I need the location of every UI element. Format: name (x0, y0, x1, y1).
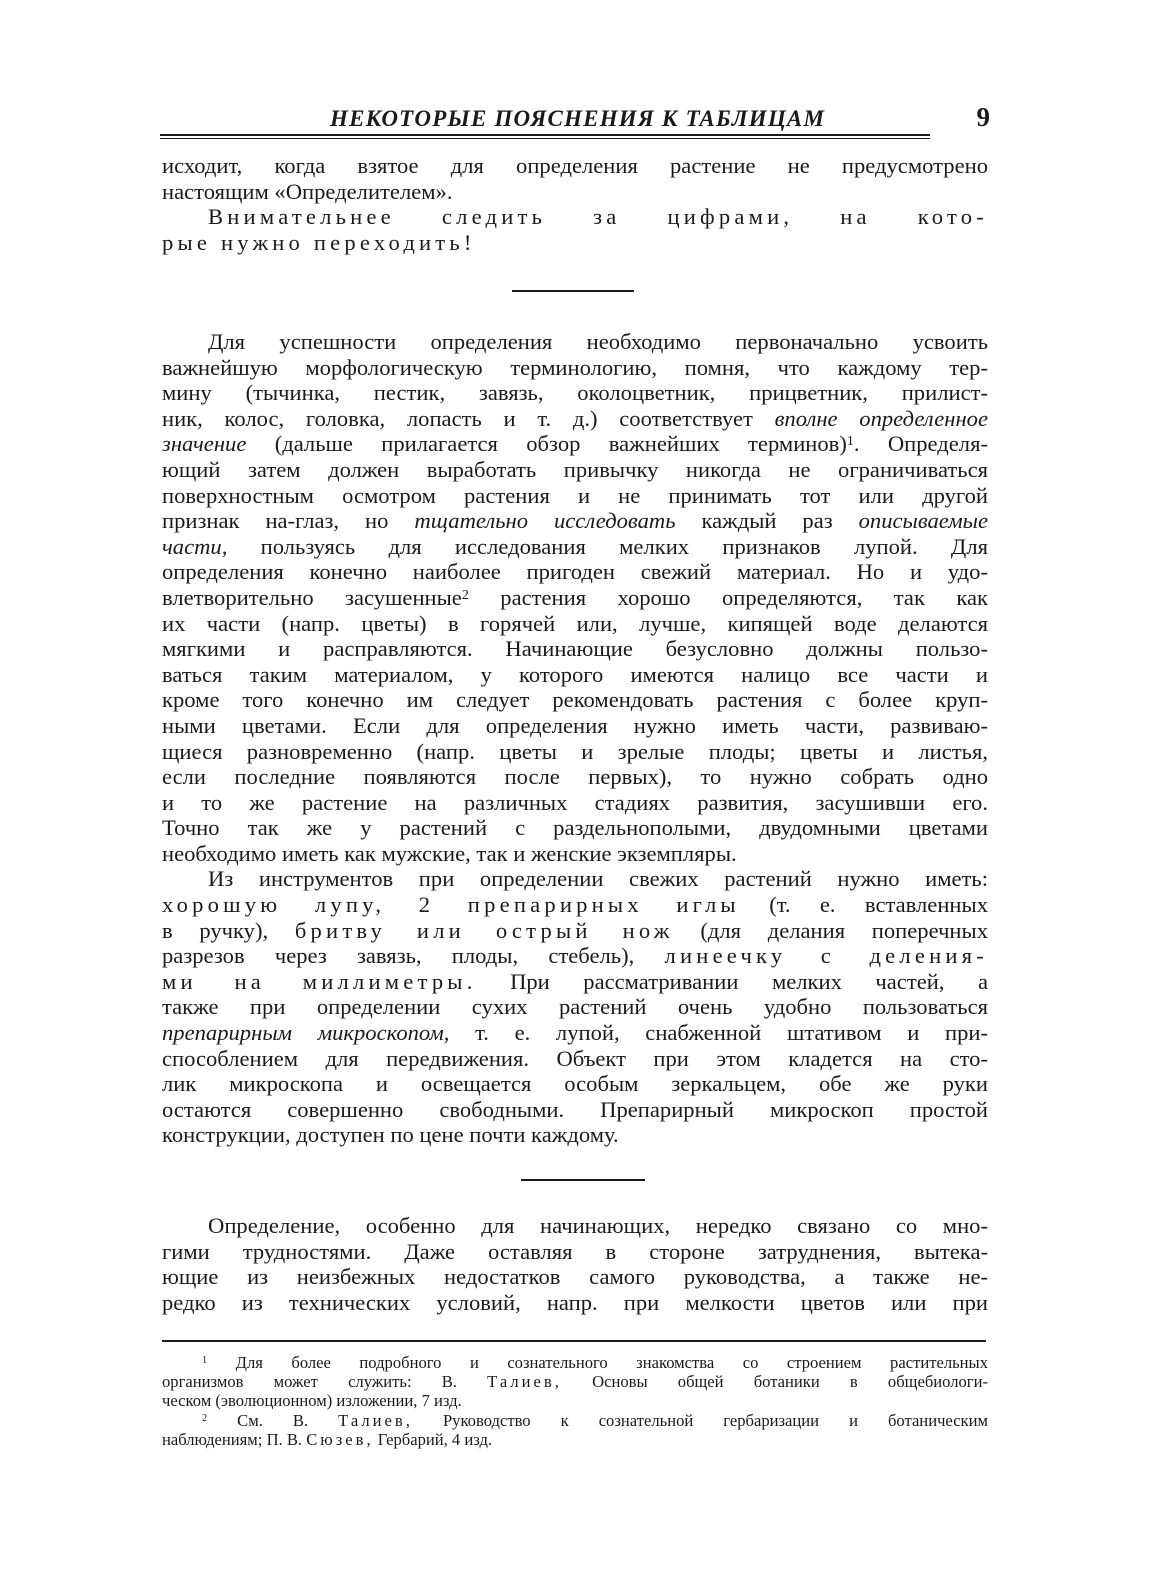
emphasis-line: Внимательнее следить за цифрами, на кото- (208, 204, 988, 230)
footnote-2: $^2$ См. В. Талиев, Руководство к сознательной гербаризации и ботаническим (202, 1410, 989, 1430)
running-header (160, 100, 1000, 140)
text-line: способлением для передвижения. Объект при этом кладется на сто- (162, 1045, 988, 1071)
text-line: гими трудностями. Даже оставляя в стороне затруднения, вытека- (162, 1238, 988, 1264)
text-line: мягкими и расправляются. Начинающие безусловно должны пользо- (162, 636, 988, 662)
page-number: 9 (976, 102, 990, 132)
text-line: ваться таким материалом, у которого имеются налицо все части и (162, 661, 988, 687)
running-title: НЕКОТОРЫЕ ПОЯСНЕНИЯ К ТАБЛИЦАМ (330, 106, 826, 131)
emphasis-line: рые нужно переходить! (162, 229, 476, 255)
italic-term: тщательно исследовать (414, 508, 676, 534)
text-line: Определение, особенно для начинающих, нередко связано со мно- (208, 1213, 988, 1238)
text-line: признак на-глаз, но тщательно исследовать каждый раз описываемые (162, 508, 989, 534)
text-line: кроме того конечно им следует рекомендовать растения с более круп- (162, 687, 988, 713)
section-separator (512, 290, 634, 292)
text-line: препарирным микроскопом, т. е. лупой, снабженной штативом и при- (162, 1020, 988, 1046)
text-line: Точно так же у растений с раздельнополыми, двудомными цветами (162, 815, 988, 841)
text-line: их части (напр. цветы) в горячей или, лучше, кипящей воде делаются (162, 610, 988, 636)
italic-term: части, (162, 533, 228, 559)
italic-term: вполне определенное (774, 405, 988, 431)
text-line: конструкции, доступен по цене почти каждому. (162, 1122, 619, 1148)
text-line: наблюдениям; П. В. Сюзев, Гербарий, 4 изд. (162, 1429, 493, 1449)
italic-term: препарирным микроскопом, (162, 1020, 450, 1046)
text-line: исходит, когда взятое для определения растение не предусмотрено (162, 153, 988, 178)
text-line: если последние появляются после первых), то нужно собрать одно (162, 764, 988, 790)
text-line: влетворительно засушенные$^2$ растения хорошо определяются, так как (162, 584, 988, 610)
footnote-1: $^1$ Для более подробного и сознательного знакомства со строением растительных (202, 1353, 988, 1372)
text-line: ми на миллиметры. При рассматривании мелких частей, а (162, 968, 989, 994)
footnote-ref-1[interactable]: 1 (846, 434, 854, 450)
paragraph-morphology (162, 329, 988, 1148)
text-line: мину (тычинка, пестик, завязь, околоцветник, прицветник, прилист- (162, 380, 988, 406)
text-line: также при определении сухих растений очень удобно пользоваться (162, 994, 988, 1020)
text-line: лик микроскопа и освещается особым зеркальцем, обе же руки (162, 1071, 988, 1097)
section-separator (521, 1179, 645, 1181)
text-line: Из инструментов при определении свежих растений нужно иметь: (208, 866, 988, 892)
text-line: остаются совершенно свободными. Препарирный микроскоп простой (162, 1096, 988, 1122)
italic-term: значение (162, 431, 247, 457)
text-line: в ручку), бритву или острый нож (для делания поперечных (162, 917, 988, 943)
text-line: редко из технических условий, напр. при мелкости цветов или при (162, 1289, 988, 1315)
text-line: важнейшую морфологическую терминологию, помня, что каждому тер- (162, 354, 988, 380)
footnote-rule (162, 1340, 986, 1342)
text-line: и то же растение на различных стадиях развития, засушивши его. (162, 789, 988, 815)
footnote-ref-2[interactable]: 2 (461, 587, 469, 603)
text-line: ческом (эволюционном) изложении, 7 изд. (162, 1391, 462, 1411)
text-line: ющие из неизбежных недостатков самого руководства, а также не- (162, 1264, 988, 1290)
italic-term: описываемые (858, 508, 989, 534)
text-line: части, пользуясь для исследования мелких признаков лупой. Для (162, 533, 988, 559)
text-line: настоящим «Определителем». (162, 178, 453, 204)
text-line: ными цветами. Если для определения нужно иметь части, развиваю- (162, 712, 988, 738)
text-line: организмов может служить: В. Талиев, Основы общей ботаники в общебиологи- (162, 1372, 989, 1392)
text-line: поверхностным осмотром растения и не принимать тот или другой (162, 482, 988, 508)
text-line: щиеся разновременно (напр. цветы и зрелые плоды; цветы и листья, (162, 738, 988, 764)
intro-paragraph (162, 153, 988, 255)
text-line: ющий затем должен выработать привычку никогда не ограничиваться (162, 456, 988, 482)
text-line: ник, колос, головка, лопасть и т. д.) соответствует вполне определенное (162, 405, 988, 431)
text-line: необходимо иметь как мужские, так и женские экземпляры. (162, 840, 737, 866)
text-line: Для успешности определения необходимо первоначально усвоить (208, 329, 988, 354)
text-line: разрезов через завязь, плоды, стебель), линеечку с деления- (162, 943, 988, 969)
text-line: определения конечно наиболее пригоден свежий материал. Но и удо- (162, 559, 988, 585)
paragraph-difficulties (162, 1213, 988, 1315)
header-rule (160, 134, 930, 139)
text-line: значение (дальше прилагается обзор важнейших терминов)$^1$. Определя- (162, 431, 988, 457)
footnotes (162, 1353, 988, 1449)
text-line: хорошую лупу, 2 препарирных иглы (т. е. вставленных (162, 892, 988, 918)
